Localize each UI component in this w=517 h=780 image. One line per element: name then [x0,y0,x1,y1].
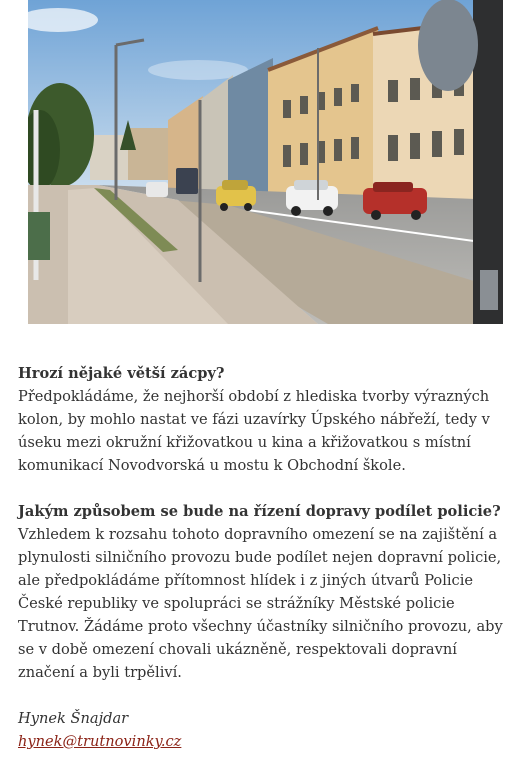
paragraph-traffic-jams [18,362,504,477]
paragraph-police [18,500,504,684]
author-name: Hynek Šnajdar [18,710,129,727]
signature [18,707,504,753]
author-email-link[interactable]: hynek@trutnovinky.cz [18,733,182,750]
answer-text: Vzhledem k rozsahu tohoto dopravního omezení se na zajištění a plynulosti silničního provozu bude podílet nejen dopravní policie, ale předpokládáme přítomnost hlídek i z jiných útvarů Policie České republiky ve spolupráci se strážníky Městské policie Trutnov. Žádáme proto všechny účastníky silničního provozu, aby se v době omezení chovali ukázněně, respektovali dopravní značení a byli trpěliví. [18,526,503,681]
question-heading: Hrozí nějaké větší zácpy? [18,365,225,382]
street-photo [28,0,503,324]
article-body [18,362,504,776]
question-heading: Jakým způsobem se bude na řízení dopravy podílet policie? [18,503,501,520]
answer-text: Předpokládáme, že nejhorší období z hlediska tvorby výrazných kolon, by mohlo nastat ve fázi uzavírky Úpského nábřeží, tedy v úseku mezi okružní křižovatkou u kina a křižovatkou s místní komunikací Novodvorská u mostu k Obchodní škole. [18,388,490,474]
